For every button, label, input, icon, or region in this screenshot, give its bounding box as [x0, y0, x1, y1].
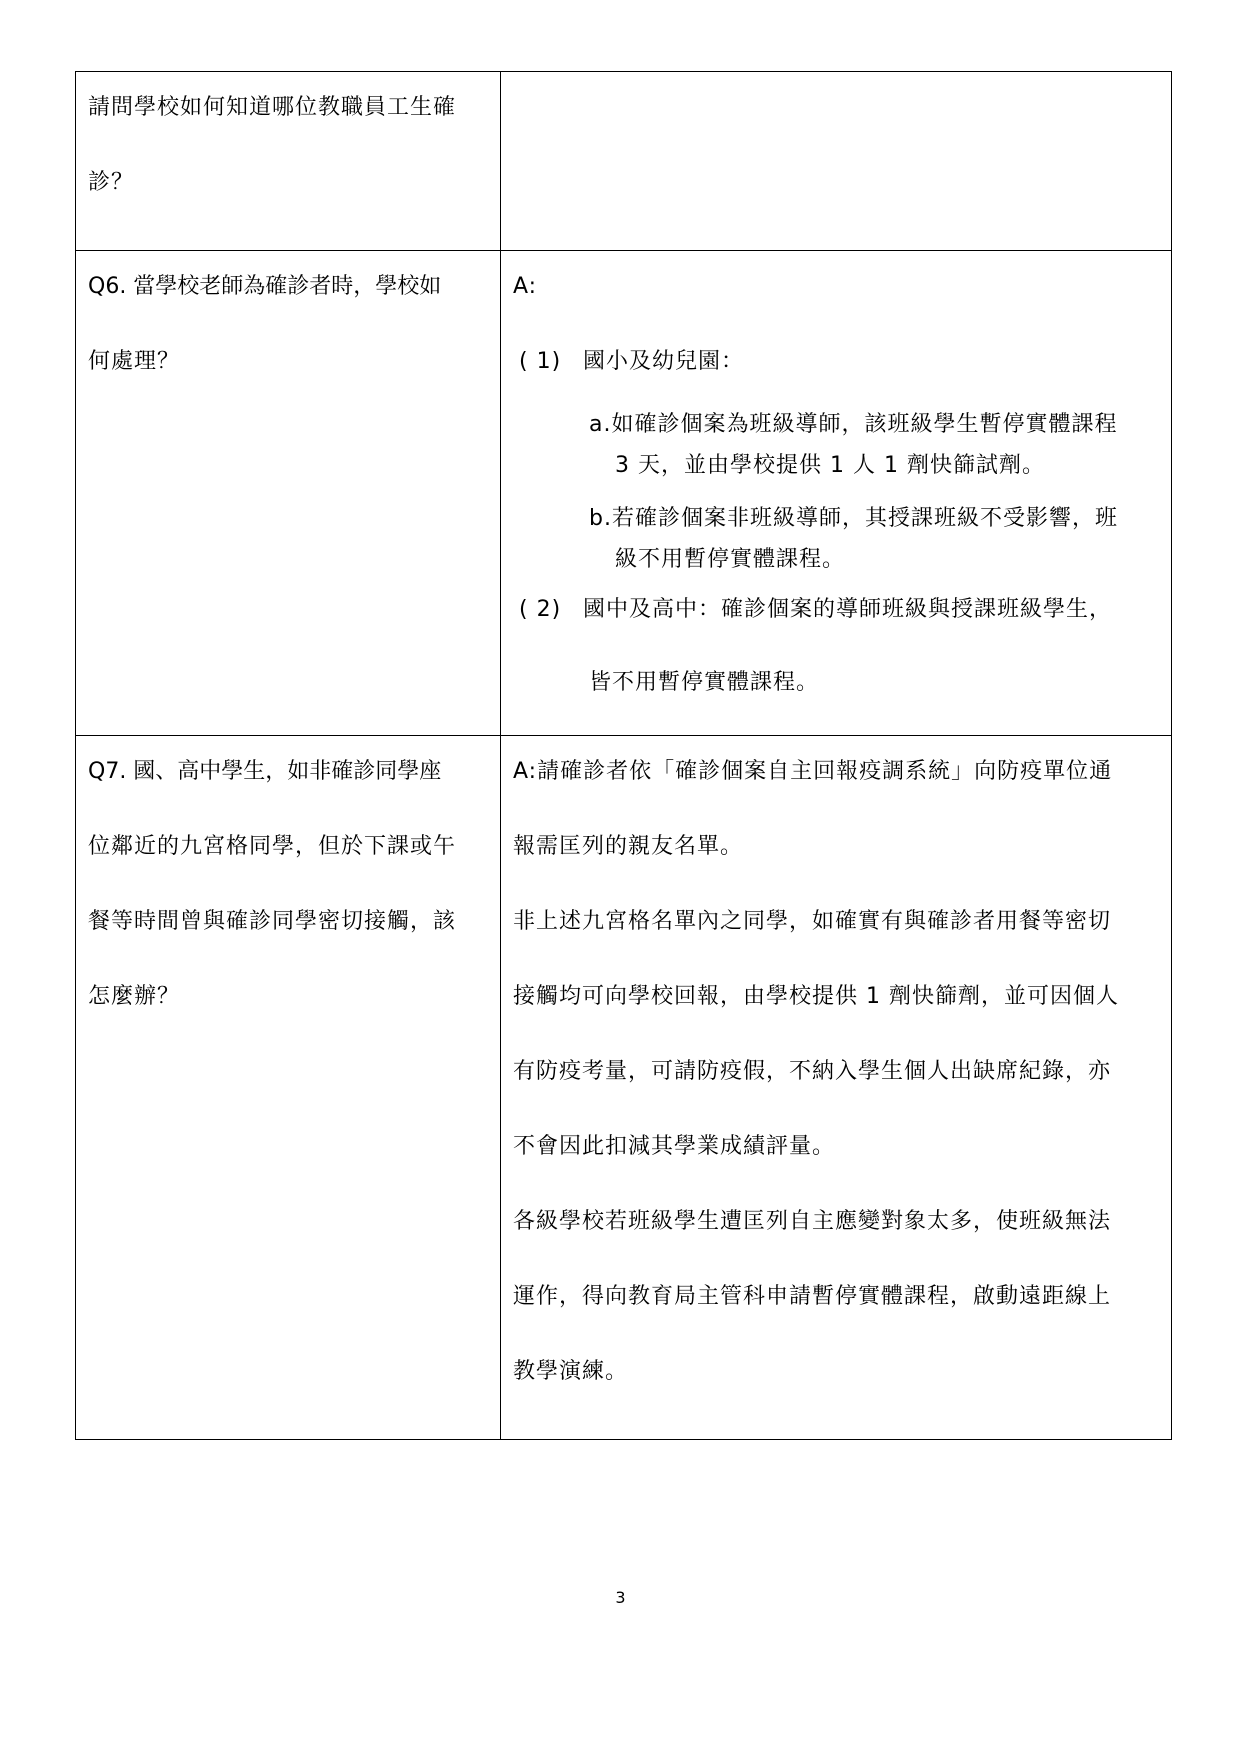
sub-item	[589, 404, 1161, 486]
faq-table	[75, 71, 1172, 1440]
answer-cell	[501, 736, 1172, 1440]
faq-row-q6	[76, 251, 1172, 736]
answer-line: 教學演練。	[513, 1359, 629, 1384]
answer-label: A:	[513, 274, 538, 299]
question-cell	[76, 72, 501, 251]
answer-line: 有防疫考量，可請防疫假，不納入學生個人出缺席紀錄，亦	[513, 1059, 1112, 1084]
item-number: ( 1)	[519, 349, 562, 374]
answer-line: 各級學校若班級學生遭匡列自主應變對象太多，使班級無法	[513, 1209, 1112, 1234]
question-line: 怎麼辦？	[88, 984, 181, 1009]
sub-item	[589, 498, 1161, 580]
answer-cell-empty	[501, 72, 1172, 251]
question-line: 位鄰近的九宮格同學，但於下課或午	[88, 834, 457, 859]
question-cell	[76, 736, 501, 1440]
question-cell	[76, 251, 501, 736]
item-text: 國小及幼兒園：	[583, 349, 745, 374]
question-line: 請問學校如何知道哪位教職員工生確	[88, 95, 457, 120]
question-line: Q6. 當學校老師為確診者時，學校如	[88, 274, 442, 299]
answer-line: 報需匡列的親友名單。	[513, 834, 744, 859]
item-continuation: 皆不用暫停實體課程。	[589, 670, 820, 695]
item-number: ( 2)	[519, 597, 562, 622]
faq-row-continued	[76, 72, 1172, 251]
item-text: 國中及高中：確診個案的導師班級與授課班級學生，	[583, 597, 1113, 622]
answer-item	[513, 592, 1161, 652]
sub-item-line: a.如確診個案為班級導師，該班級學生暫停實體課程	[589, 412, 1118, 437]
answer-line: A:請確診者依「確診個案自主回報疫調系統」向防疫單位通	[513, 759, 1113, 784]
answer-line: 不會因此扣減其學業成績評量。	[513, 1134, 836, 1159]
answer-line: 運作，得向教育局主管科申請暫停實體課程，啟動遠距線上	[513, 1284, 1112, 1309]
sub-item-line: b.若確診個案非班級導師，其授課班級不受影響，班	[589, 506, 1118, 531]
sub-item-line: 級不用暫停實體課程。	[615, 547, 846, 572]
question-line: 餐等時間曾與確診同學密切接觸，該	[88, 909, 457, 934]
answer-line: 非上述九宮格名單內之同學，如確實有與確診者用餐等密切	[513, 909, 1112, 934]
answer-item	[513, 344, 1161, 404]
question-line: 何處理？	[88, 349, 181, 374]
question-line: 診？	[88, 170, 135, 195]
answer-cell	[501, 251, 1172, 736]
answer-line: 接觸均可向學校回報，由學校提供 1 劑快篩劑，並可因個人	[513, 984, 1119, 1009]
sub-item-line: 3 天，並由學校提供 1 人 1 劑快篩試劑。	[615, 453, 1045, 478]
page-number: 3	[615, 1588, 626, 1607]
question-line: Q7. 國、高中學生，如非確診同學座	[88, 759, 442, 784]
faq-row-q7	[76, 736, 1172, 1440]
